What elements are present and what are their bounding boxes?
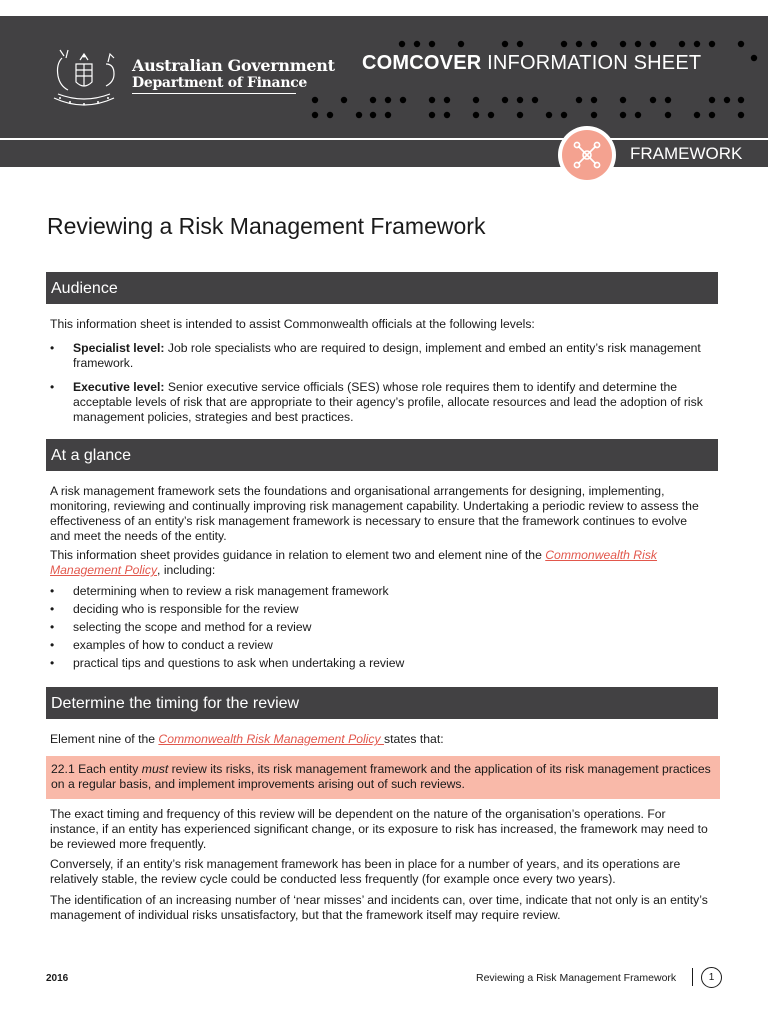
footer-title: Reviewing a Risk Management Framework xyxy=(476,972,677,984)
sheet-title xyxy=(362,52,701,75)
government-name: Australian Government xyxy=(132,56,335,75)
sheet-title-rest: INFORMATION SHEET xyxy=(481,52,702,74)
section-heading-timing: Determine the timing for the review xyxy=(46,687,718,719)
sheet-title-bold: COMCOVER xyxy=(362,52,482,74)
audience-bullet-executive: Executive level: Senior executive service officials (SES) whose role requires them to identify and determine the acceptable levels of risk that are appropriate to their agency’s profile, allocate resources and lead the adoption of risk management policies, strategies and best practices. xyxy=(73,380,703,424)
bullet-marker: • xyxy=(50,584,55,598)
page-number: 1 xyxy=(701,967,722,988)
glance-bullet: determining when to review a risk management framework xyxy=(73,584,389,598)
policy-quote-callout: 22.1 Each entity must review its risks, its risk management framework and the application of its risk management practices on a regular basis, and implement improvements arising out of such reviews. xyxy=(46,756,720,799)
network-nodes-icon xyxy=(562,130,612,180)
glance-bullet: deciding who is responsible for the review xyxy=(73,602,299,616)
bullet-marker: • xyxy=(50,380,55,394)
category-badge xyxy=(558,126,616,184)
bullet-marker: • xyxy=(50,341,55,355)
glance-paragraph-1: A risk management framework sets the foundations and organisational arrangements for designing, implementing, monitoring, reviewing and continually improving risk management capability. Undertaking a periodic review to assess the effectiveness of an entity’s risk management framework is necessary to ensure that the framework continues to evolve and meet the needs of the entity. xyxy=(50,484,699,543)
policy-link[interactable]: Commonwealth Risk Management Policy xyxy=(50,548,658,577)
timing-paragraph-3: The identification of an increasing number of ‘near misses’ and incidents can, over time, indicate that not only is an entity’s management of individual risks unsatisfactory, but that the framework itself may require review. xyxy=(50,893,708,922)
bullet-marker: • xyxy=(50,602,55,616)
policy-link[interactable]: Commonwealth Risk Management Policy xyxy=(158,732,384,746)
bullet-marker: • xyxy=(50,638,55,652)
section-heading-audience: Audience xyxy=(46,272,718,304)
logo-divider xyxy=(132,93,296,94)
footer-divider xyxy=(692,968,693,986)
coat-of-arms-icon xyxy=(40,46,130,116)
section-heading-at-a-glance: At a glance xyxy=(46,439,718,471)
timing-paragraph-1: The exact timing and frequency of this review will be dependent on the nature of the organisation’s operations. For instance, if an entity has experienced significant change, or its exposure to risk has increased, the framework may need to be reviewed more frequently. xyxy=(50,807,708,851)
department-name: Department of Finance xyxy=(132,75,308,91)
glance-bullet: examples of how to conduct a review xyxy=(73,638,273,652)
footer-year: 2016 xyxy=(46,973,69,984)
bullet-marker: • xyxy=(50,620,55,634)
glance-bullet: practical tips and questions to ask when undertaking a review xyxy=(73,656,405,670)
timing-intro: Element nine of the Commonwealth Risk Management Policy states that: xyxy=(50,732,444,746)
bullet-marker: • xyxy=(50,656,55,670)
audience-intro: This information sheet is intended to assist Commonwealth officials at the following levels: xyxy=(50,317,535,331)
glance-paragraph-2: This information sheet provides guidance in relation to element two and element nine of the Commonwealth Risk Management Policy, including: xyxy=(50,548,658,577)
category-tag: FRAMEWORK xyxy=(630,144,743,163)
glance-bullet: selecting the scope and method for a review xyxy=(73,620,312,634)
audience-bullet-specialist: Specialist level: Job role specialists who are required to design, implement and embed an entity’s risk management framework. xyxy=(73,341,701,370)
document-title: Reviewing a Risk Management Framework xyxy=(47,213,486,239)
timing-paragraph-2: Conversely, if an entity’s risk management framework has been in place for a number of years, and its operations are relatively stable, the review cycle could be conducted less frequently (for example once every two years). xyxy=(50,857,681,886)
